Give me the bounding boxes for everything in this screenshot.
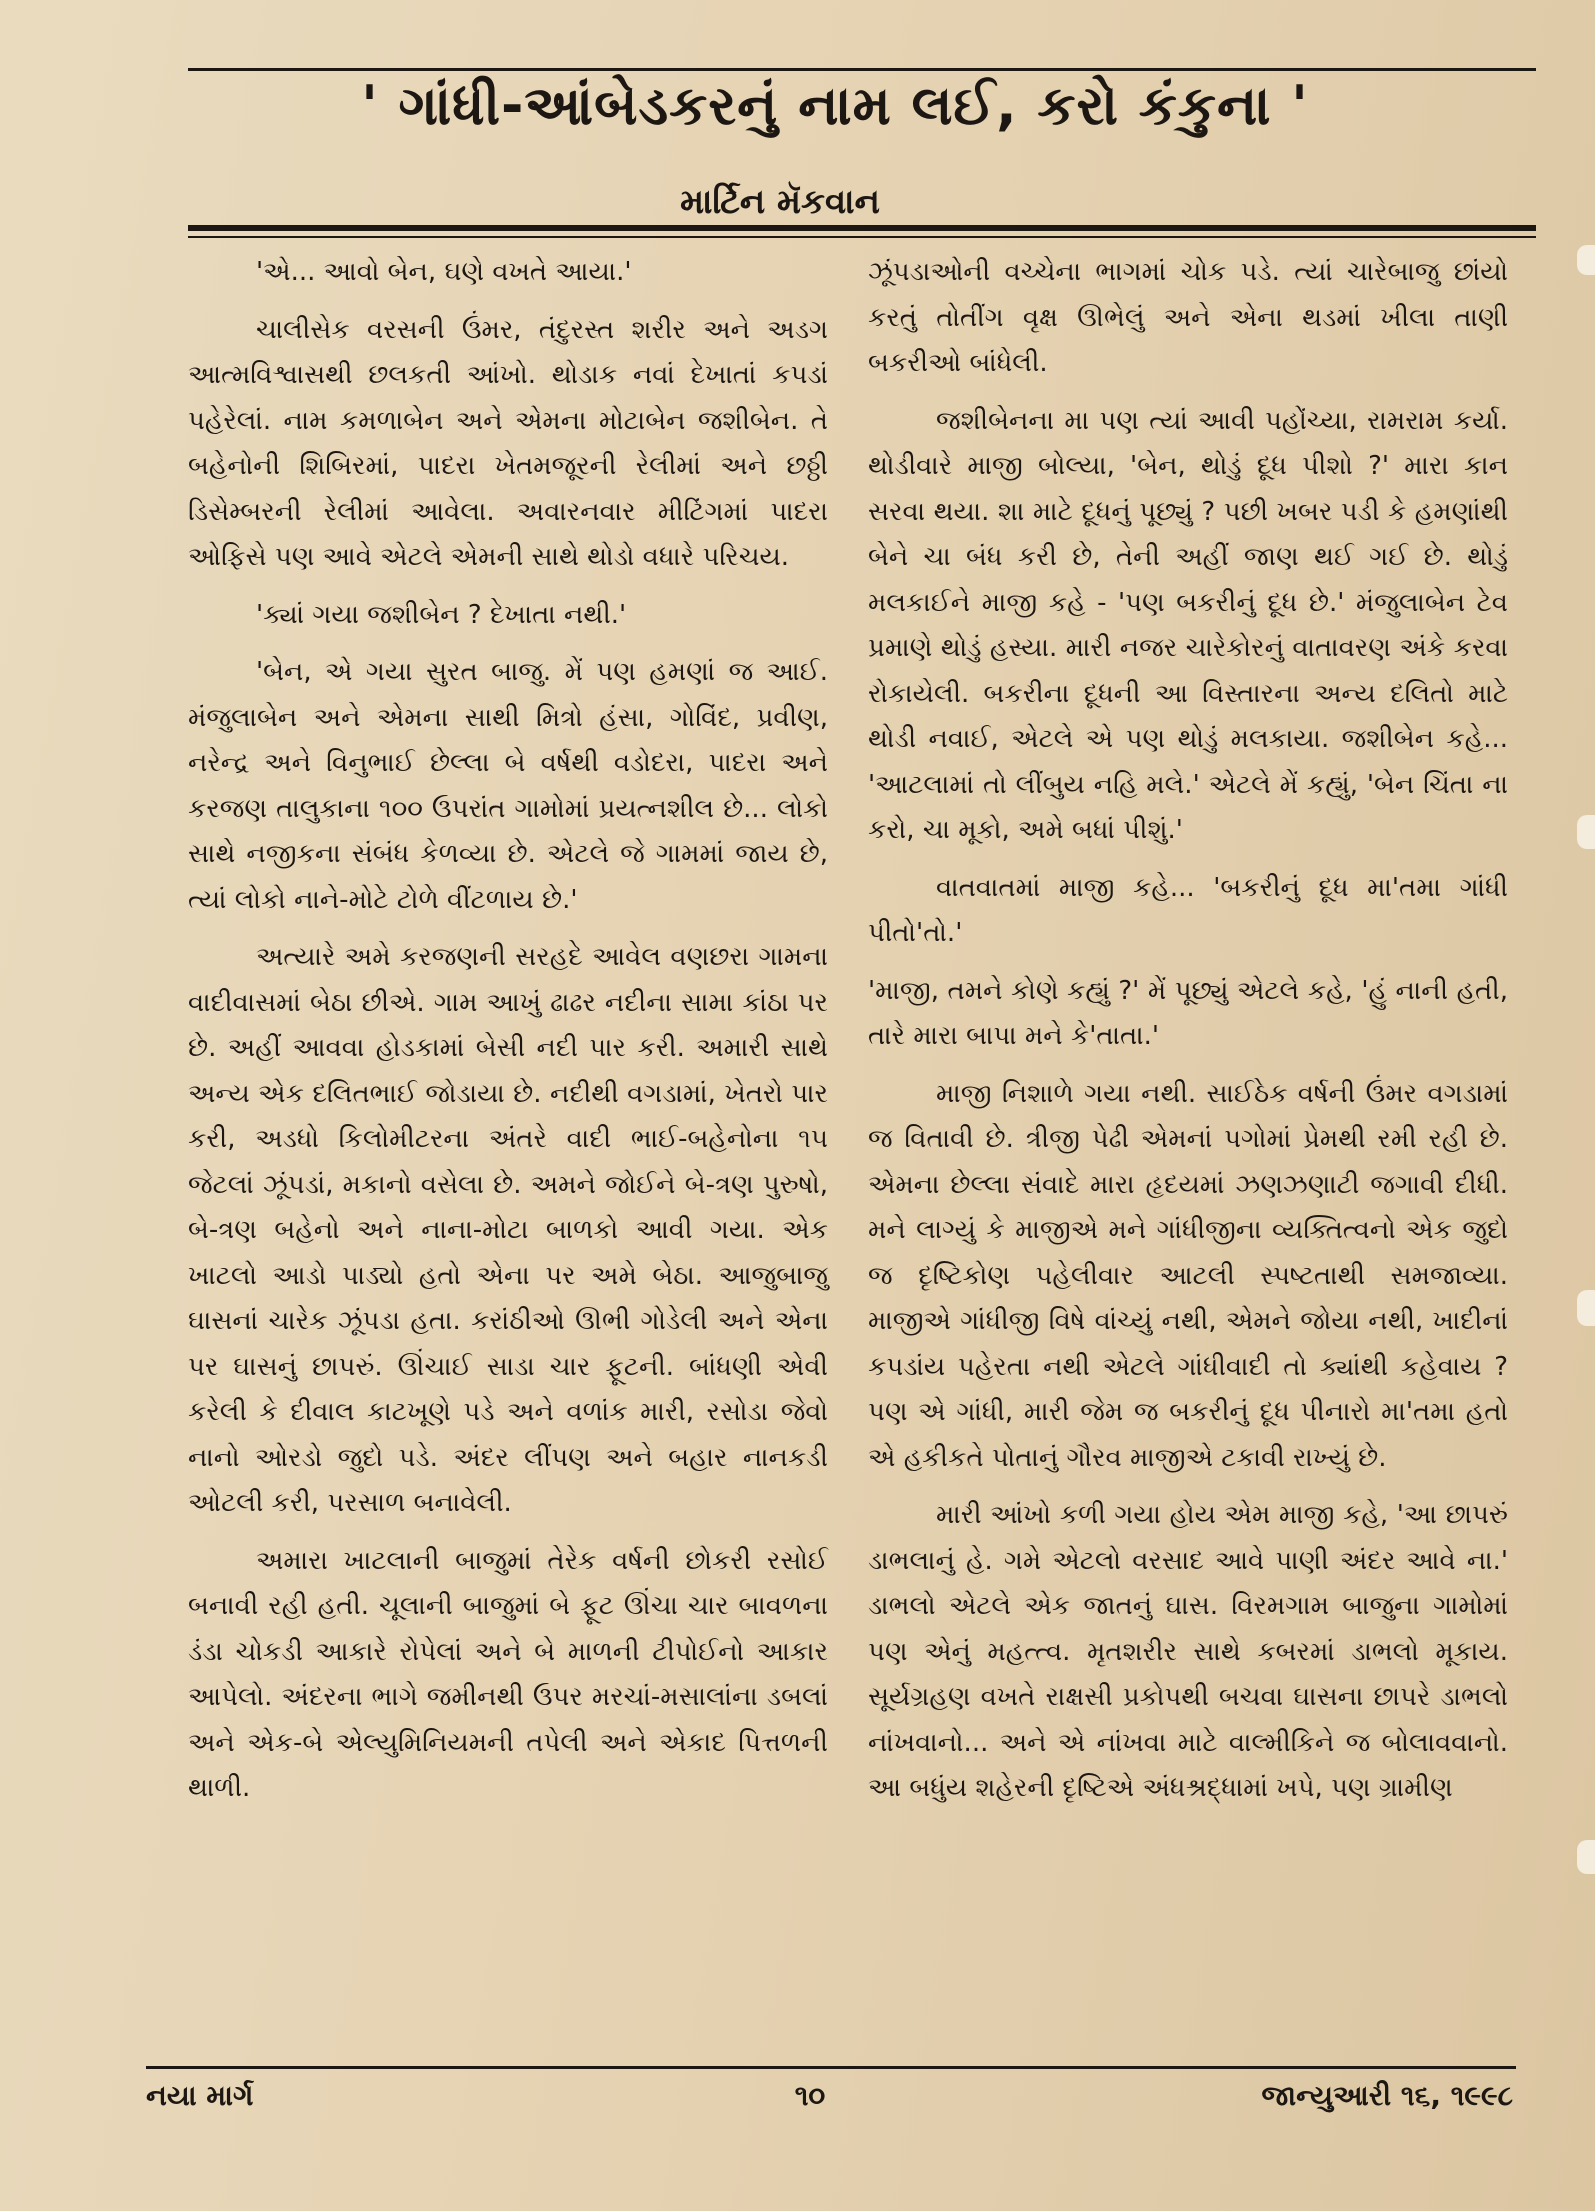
paragraph: માજી નિશાળે ગયા નથી. સાઈઠેક વર્ષની ઉંમર વગડામાં જ વિતાવી છે. ત્રીજી પેઢી એમનાં પગોમાં પ્રેમથી રમી રહી છે. એમના છેલ્લા સંવાદે મારા હૃદયમાં ઝણઝણાટી જગાવી દીધી. મને લાગ્યું કે માજીએ મને ગાંધીજીના વ્યક્તિત્વનો એક જુદો જ દૃષ્ટિકોણ પહેલીવાર આટલી સ્પષ્ટતાથી સમજાવ્યા. માજીએ ગાંધીજી વિષે વાંચ્યું નથી, એમને જોયા નથી, ખાદીનાં કપડાંય પહેરતા નથી એટલે ગાંધીવાદી તો ક્યાંથી કહેવાય ? પણ એ ગાંધી, મારી જેમ જ બકરીનું દૂધ પીનારો મા'તમા હતો એ હકીકતે પોતાનું ગૌરવ માજીએ ટકાવી રાખ્યું છે. xyxy=(868,1078,1508,1473)
paragraph: વાતવાતમાં માજી કહે... 'બકરીનું દૂધ મા'તમા ગાંધી પીતો'તો.' xyxy=(868,872,1508,948)
issue-date: જાન્યુઆરી ૧૬, ૧૯૯૮ xyxy=(1261,2079,1513,2112)
paragraph: જશીબેનના મા પણ ત્યાં આવી પહોંચ્યા, રામરામ કર્યા. થોડીવારે માજી બોલ્યા, 'બેન, થોડું દૂધ પીશો ?' મારા કાન સરવા થયા. શા માટે દૂધનું પૂછ્યું ? પછી ખબર પડી કે હમણાંથી બેને ચા બંધ કરી છે, તેની અહીં જાણ થઈ ગઈ છે. થોડું મલકાઈને માજી કહે - 'પણ બકરીનું દૂધ છે.' મંજુલાબેન ટેવ પ્રમાણે થોડું હસ્યા. મારી નજર ચારેકોરનું વાતાવરણ અંકે કરવા રોકાયેલી. બકરીના દૂધની આ વિસ્તારના અન્ય દલિતો માટે થોડી નવાઈ, એટલે એ પણ થોડું મલકાયા. જશીબેન કહે... 'આટલામાં તો લીંબુય નહિ મલે.' એટલે મેં કહ્યું, 'બેન ચિંતા ના કરો, ચા મૂકો, અમે બધાં પીશું.' xyxy=(868,405,1508,845)
footer-rule xyxy=(146,2066,1516,2069)
binding-hole xyxy=(1577,815,1595,849)
binding-hole xyxy=(1577,1290,1595,1326)
paragraph: 'બેન, એ ગયા સુરત બાજુ. મેં પણ હમણાં જ આઈ. મંજુલાબેન અને એમના સાથી મિત્રો હંસા, ગોવિંદ, પ્રવીણ, નરેન્દ્ર અને વિનુભાઈ છેલ્લા બે વર્ષથી વડોદરા, પાદરા અને કરજણ તાલુકાના ૧૦૦ ઉપરાંત ગામોમાં પ્રયત્નશીલ છે... લોકો સાથે નજીકના સંબંધ કેળવ્યા છે. એટલે જે ગામમાં જાય છે, ત્યાં લોકો નાને-મોટે ટોળે વીંટળાય છે.' xyxy=(188,657,828,915)
paragraph: મારી આંખો કળી ગયા હોય એમ માજી કહે, 'આ છાપરું ડાભલાનું હે. ગમે એટલો વરસાદ આવે પાણી અંદર આવે ના.' ડાભલો એટલે એક જાતનું ઘાસ. વિરમગામ બાજુના ગામોમાં પણ એનું મહત્ત્વ. મૃતશરીર સાથે કબરમાં ડાભલો મૂકાય. સૂર્યગ્રહણ વખતે રાક્ષસી પ્રકોપથી બચવા ઘાસના છાપરે ડાભલો નાંખવાનો... અને એ નાંખવા માટે વાલ્મીકિને જ બોલાવવાનો. આ બધુંય શહેરની દૃષ્ટિએ અંધશ્રદ્ધામાં ખપે, પણ ગ્રામીણ xyxy=(868,1500,1508,1803)
author-rule-thick xyxy=(188,225,1536,231)
paragraph: 'એ... આવો બેન, ઘણે વખતે આયા.' xyxy=(256,257,632,287)
top-rule xyxy=(188,68,1536,71)
paragraph: 'ક્યાં ગયા જશીબેન ? દેખાતા નથી.' xyxy=(256,599,627,630)
author-rule-thin xyxy=(188,236,1536,238)
binding-hole xyxy=(1577,245,1595,275)
article-title: ' ગાંધી-આંબેડકરનું નામ લઈ, કરો કંકુના ' xyxy=(361,74,1309,137)
publication-name: નયા માર્ગ xyxy=(146,2079,254,2112)
paragraph: ચાલીસેક વરસની ઉંમર, તંદુરસ્ત શરીર અને અડગ આત્મવિશ્વાસથી છલકતી આંખો. થોડાક નવાં દેખાતાં કપડાં પહેરેલાં. નામ કમળાબેન અને એમના મોટાબેન જશીબેન. તે બહેનોની શિબિરમાં, પાદરા ખેતમજૂરની રેલીમાં અને છઠ્ઠી ડિસેમ્બરની રેલીમાં આવેલા. અવારનવાર મીટિંગમાં પાદરા ઓફિસે પણ આવે એટલે એમની સાથે થોડો વધારે પરિચય. xyxy=(188,314,828,572)
paragraph: 'માજી, તમને કોણે કહ્યું ?' મેં પૂછ્યું એટલે કહે, 'હું નાની હતી, તારે મારા બાપા મને કે'તાતા.' xyxy=(868,975,1508,1051)
paragraph: અમારા ખાટલાની બાજુમાં તેરેક વર્ષની છોકરી રસોઈ બનાવી રહી હતી. ચૂલાની બાજુમાં બે ફૂટ ઊંચા ચાર બાવળના ડંડા ચોકડી આકારે રોપેલાં અને બે માળની ટીપોઈનો આકાર આપેલો. અંદરના ભાગે જમીનથી ઉપર મરચાં-મસાલાંના ડબલાં અને એક-બે એલ્યુમિનિયમની તપેલી અને એકાદ પિત્તળની થાળી. xyxy=(188,1545,828,1803)
right-column xyxy=(868,250,1508,1824)
paragraph: અત્યારે અમે કરજણની સરહદે આવેલ વણછરા ગામના વાદીવાસમાં બેઠા છીએ. ગામ આખું ઢાઢર નદીના સામા કાંઠા પર છે. અહીં આવવા હોડકામાં બેસી નદી પાર કરી. અમારી સાથે અન્ય એક દલિતભાઈ જોડાયા છે. નદીથી વગડામાં, ખેતરો પાર કરી, અડધો કિલોમીટરના અંતરે વાદી ભાઈ-બહેનોના ૧૫ જેટલાં ઝૂંપડાં, મકાનો વસેલા છે. અમને જોઈને બે-ત્રણ પુરુષો, બે-ત્રણ બહેનો અને નાના-મોટા બાળકો આવી ગયા. એક ખાટલો આડો પાડ્યો હતો એના પર અમે બેઠા. આજુબાજુ ઘાસનાં ચારેક ઝૂંપડા હતા. કરાંઠીઓ ઊભી ગોડેલી અને એના પર ઘાસનું છાપરું. ઊંચાઈ સાડા ચાર ફૂટની. બાંધણી એવી કરેલી કે દીવાલ કાટખૂણે પડે અને વળાંક મારી, રસોડા જેવો નાનો ઓરડો જુદો પડે. અંદર લીંપણ અને બહાર નાનકડી ઓટલી કરી, પરસાળ બનાવેલી. xyxy=(188,942,828,1518)
binding-hole xyxy=(1577,1840,1595,1874)
paragraph: ઝૂંપડાઓની વચ્ચેના ભાગમાં ચોક પડે. ત્યાં ચારેબાજુ છાંયો કરતું તોતીંગ વૃક્ષ ઊભેલું અને એના થડમાં ખીલા તાણી બકરીઓ બાંધેલી. xyxy=(868,257,1508,378)
page-number: ૧૦ xyxy=(794,2079,826,2112)
article-author: માર્ટિન મૅકવાન xyxy=(680,182,880,222)
left-column xyxy=(188,250,828,1824)
